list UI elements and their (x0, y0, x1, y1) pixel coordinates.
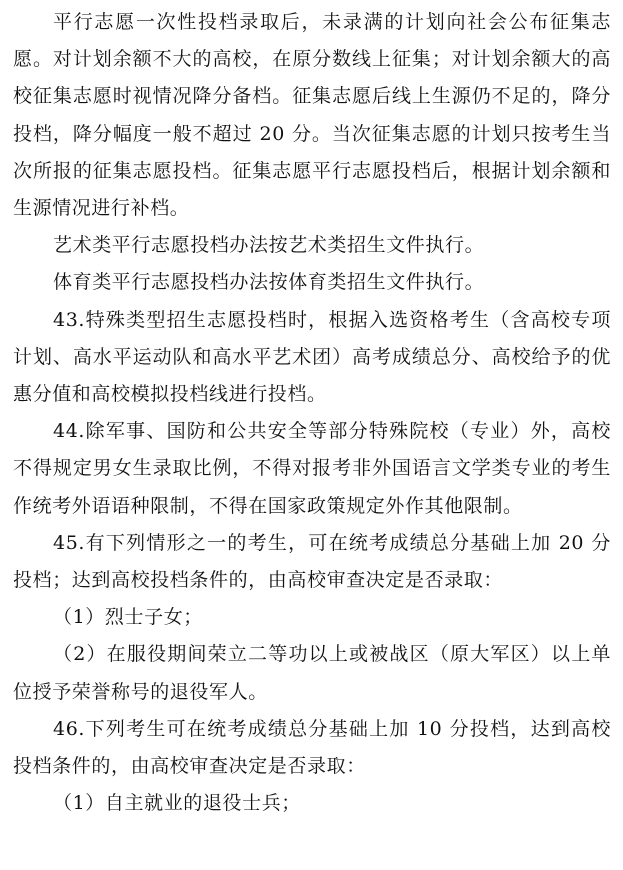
document-page (13, 4, 611, 822)
list-item-45-2: （2）在服役期间荣立二等功以上或被战区（原大军区）以上单位授予荣誉称号的退役军人。 (13, 643, 611, 703)
paragraph-admission-supplement: 平行志愿一次性投档录取后，未录满的计划向社会公布征集志愿。对计划余额不大的高校，在原分数线上征集；对计划余额大的高校征集志愿时视情况降分备档。征集志愿后线上生源仍不足的，降分投档，降分幅度一般不超过 20 分。当次征集志愿的计划只按考生当次所报的征集志愿投档。征集志愿平行志愿投档后，根据计划余额和生源情况进行补档。 (13, 11, 611, 220)
paragraph-article-45: 45.有下列情形之一的考生，可在统考成绩总分基础上加 20 分投档；达到高校投档条件的，由高校审查决定是否录取： (13, 531, 611, 592)
list-item-45-1: （1）烈士子女； (53, 606, 203, 629)
paragraph-article-46: 46.下列考生可在统考成绩总分基础上加 10 分投档，达到高校投档条件的，由高校审查决定是否录取： (13, 717, 611, 778)
paragraph-article-44: 44.除军事、国防和公共安全等部分特殊院校（专业）外，高校不得规定男女生录取比例，不得对报考非外国语言文学类专业的考生作统考外语语种限制，不得在国家政策规定外作其他限制。 (13, 420, 611, 517)
paragraph-sports-admission: 体育类平行志愿投档办法按体育类招生文件执行。 (53, 271, 485, 294)
list-item-46-1: （1）自主就业的退役士兵； (53, 792, 301, 815)
paragraph-article-43: 43.特殊类型招生志愿投档时，根据入选资格考生（含高校专项计划、高水平运动队和高水平艺术团）高考成绩总分、高校给予的优惠分值和高校模拟投档线进行投档。 (13, 308, 611, 406)
paragraph-art-admission: 艺术类平行志愿投档办法按艺术类招生文件执行。 (53, 234, 485, 257)
